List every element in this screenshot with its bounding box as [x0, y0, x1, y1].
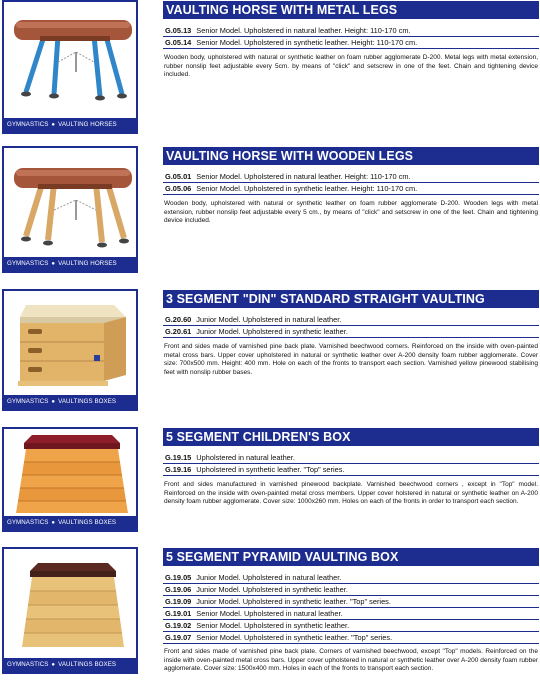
reference-row: [163, 596, 539, 608]
reference-code: G.19.09: [165, 597, 192, 606]
product-photo-frame: [2, 0, 138, 134]
reference-row: [163, 326, 539, 338]
category-caption: GYMNASTICS ● VAULTINGS BOXES: [4, 658, 136, 672]
reference-text: Senior Model. Upholstered in natural leather.: [196, 609, 343, 618]
reference-code: G.20.60: [165, 315, 192, 324]
reference-text: Senior Model. Upholstered in natural leather. Height: 110-170 cm.: [196, 26, 411, 35]
reference-code: G.05.13: [165, 26, 192, 35]
reference-row: [163, 464, 539, 476]
product-title: VAULTING HORSE WITH WOODEN LEGS: [163, 147, 539, 165]
reference-row: [163, 584, 539, 596]
reference-code: G.19.02: [165, 621, 192, 630]
reference-text: Senior Model. Upholstered in natural leather. Height: 110-170 cm.: [196, 172, 411, 181]
product-photo-frame: [2, 547, 138, 674]
reference-code: G.19.01: [165, 609, 192, 618]
reference-code: G.19.06: [165, 585, 192, 594]
reference-code: G.19.05: [165, 573, 192, 582]
reference-text: Senior Model. Upholstered in synthetic leather. Height: 110-170 cm.: [196, 184, 418, 193]
reference-text: Junior Model. Upholstered in synthetic leather.: [196, 327, 348, 336]
product-description: Front and sides manufactured in varnished pinewood backplate. Varnished beechwood corners , except in "Top" model. Reinforced on the inside with oven-painted metal cross members. Upper cover holstered in natural or synthetic leather on A-200 density foam rubber agglomerate. Cover size: 1000x260 mm. Holes on each of the fronts in order to transport each section.: [164, 481, 538, 506]
reference-code: G.05.14: [165, 38, 192, 47]
reference-text: Junior Model. Upholstered in natural leather.: [196, 315, 342, 324]
category-caption: GYMNASTICS ● VAULTING HORSES: [4, 257, 136, 271]
category-caption: GYMNASTICS ● VAULTING HORSES: [4, 118, 136, 132]
product-photo-frame: [2, 427, 138, 532]
reference-text: Senior Model. Upholstered in synthetic leather. "Top" series.: [196, 633, 393, 642]
reference-code: G.05.06: [165, 184, 192, 193]
category-caption: GYMNASTICS ● VAULTINGS BOXES: [4, 516, 136, 530]
bullet-icon: ●: [51, 399, 56, 405]
product-photo-frame: [2, 146, 138, 273]
vaulting-box-3-segment-image: [4, 291, 136, 395]
pyramid-vaulting-box-image: [4, 549, 136, 658]
category-caption: GYMNASTICS ● VAULTINGS BOXES: [4, 395, 136, 409]
reference-text: Senior Model. Upholstered in synthetic leather.: [196, 621, 350, 630]
reference-row: [163, 632, 539, 644]
product-title: 5 SEGMENT PYRAMID VAULTING BOX: [163, 548, 539, 566]
product-photo-frame: [2, 289, 138, 411]
bullet-icon: ●: [51, 662, 56, 668]
reference-code: G.20.61: [165, 327, 192, 336]
vaulting-horse-wooden-legs-image: [4, 148, 136, 257]
reference-row: [163, 620, 539, 632]
product-description: Front and sides made of varnished pine back plate. Varnished beechwood corners. Reinforced on the inside with oven-painted metal cross bars. Upper cover upholstered in natural or synthetic leather over A-200 density foam rubber agglomerate. Cover size: 700x500 mm. Height: 400 mm. Hole on each of the fronts to transport each section. Varnished yellow pinewood stabilising feet with nonslip rubber bases.: [164, 343, 538, 376]
bullet-icon: ●: [51, 261, 56, 267]
childrens-box-image: [4, 429, 136, 516]
reference-row: [163, 171, 539, 183]
reference-text: Upholstered in natural leather.: [196, 453, 295, 462]
reference-text: Junior Model. Upholstered in natural leather.: [196, 573, 342, 582]
reference-text: Senior Model. Upholstered in synthetic leather. Height: 110-170 cm.: [196, 38, 418, 47]
reference-row: [163, 452, 539, 464]
product-title: VAULTING HORSE WITH METAL LEGS: [163, 1, 539, 19]
reference-row: [163, 183, 539, 195]
reference-text: Junior Model. Upholstered in synthetic leather.: [196, 585, 348, 594]
product-description: Front and sides made of varnished pine back plate. Corners of varnished beechwood, except "Top" models. Reinforced on the inside with oven-painted metal cross bars. Upper cover upholstered in natural or synthetic leather over A-200 density foam rubber agglomerate. Cover size: 1500x400 mm. Holes in each of the fronts to transport each section.: [164, 648, 538, 673]
bullet-icon: ●: [51, 520, 56, 526]
reference-code: G.19.07: [165, 633, 192, 642]
reference-row: [163, 608, 539, 620]
reference-row: [163, 314, 539, 326]
product-description: Wooden body, upholstered with natural or synthetic leather on foam rubber agglomerate D-200. Wooden legs with metal extension, rubber nonslip feet adjustable every 5 cm., by means of "click" and setscrew in one of the feet. Chain and tightening device included.: [164, 200, 538, 225]
bullet-icon: ●: [51, 122, 56, 128]
product-title: 5 SEGMENT CHILDREN'S BOX: [163, 428, 539, 446]
product-title: 3 SEGMENT "DIN" STANDARD STRAIGHT VAULTING: [163, 290, 539, 308]
reference-text: Junior Model. Upholstered in synthetic leather. "Top" series.: [196, 597, 391, 606]
reference-row: [163, 25, 539, 37]
reference-code: G.19.16: [165, 465, 192, 474]
reference-code: G.05.01: [165, 172, 192, 181]
reference-text: Upholstered in synthetic leather. "Top" series.: [196, 465, 345, 474]
vaulting-horse-metal-legs-image: [4, 2, 136, 118]
reference-row: [163, 37, 539, 49]
product-description: Wooden body, upholstered with natural or synthetic leather on foam rubber agglomerate D-200. Metal legs with metal extension, rubber nonslip feet adjustable every 5cm. by means of "click" and setscrew in one of the feet. Chain and tightening device included.: [164, 54, 538, 79]
reference-row: [163, 572, 539, 584]
reference-code: G.19.15: [165, 453, 192, 462]
